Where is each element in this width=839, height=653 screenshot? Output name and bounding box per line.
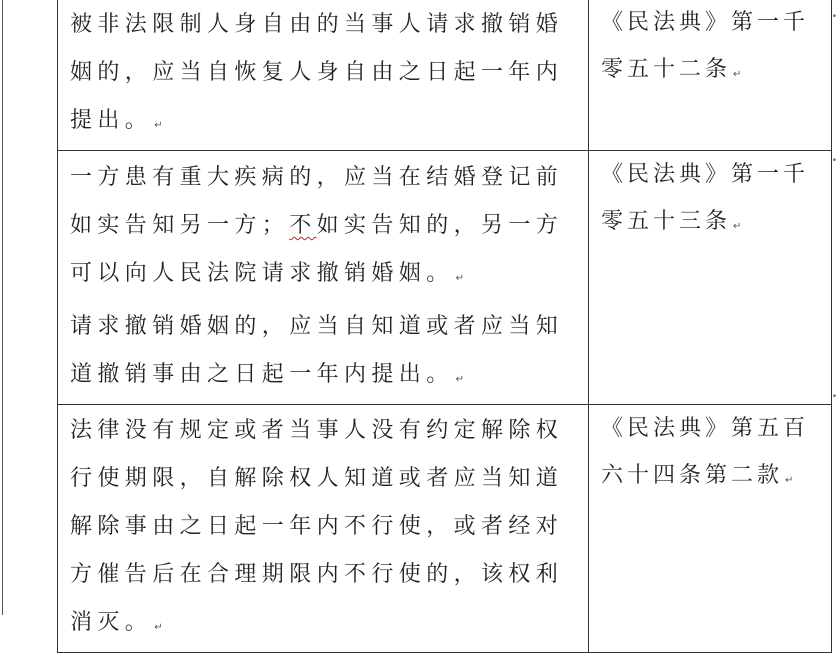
paragraph-mark-icon: ↵ <box>785 475 794 486</box>
table-row <box>58 0 832 151</box>
source-text: 《民法典》第一千零五十三条 <box>601 162 810 234</box>
paragraph-mark-icon: ↵ <box>154 120 163 131</box>
paragraph-mark-icon: ↵ <box>154 622 163 633</box>
paragraph-mark-icon: ↵ <box>733 221 742 232</box>
page-margin-line <box>2 0 3 615</box>
source-text: 《民法典》第一千零五十二条 <box>601 10 810 82</box>
table-row <box>58 405 832 653</box>
end-of-row-mark-icon: • <box>831 156 837 166</box>
source-cell[interactable] <box>589 151 832 405</box>
cell-text: 被非法限制人身自由的当事人请求撤销婚姻的，应当自恢复人身自由之日起一年内提出。 <box>70 12 564 133</box>
spellcheck-underlined-text: 不 <box>289 213 317 238</box>
cell-text: 一方患有重大疾病的，应当在结婚登记前如实告知另一方； <box>70 165 564 238</box>
source-cell[interactable] <box>589 405 832 653</box>
end-of-row-mark-icon: • <box>831 12 837 22</box>
content-cell[interactable] <box>58 405 589 653</box>
paragraph-mark-icon: ↵ <box>733 69 742 80</box>
table-row <box>58 151 832 405</box>
paragraph-mark-icon: ↵ <box>455 273 464 284</box>
cell-text: 法律没有规定或者当事人没有约定解除权行使期限，自解除权人知道或者应当知道解除事由之日起一年内不行使，或者经对方催告后在合理期限内不行使的，该权利消灭。 <box>70 418 564 635</box>
source-cell[interactable] <box>589 0 832 151</box>
content-cell[interactable] <box>58 151 589 405</box>
source-text: 《民法典》第五百六十四条第二款 <box>601 416 810 488</box>
content-cell[interactable] <box>58 0 589 151</box>
law-table <box>57 0 832 653</box>
cell-text: 请求撤销婚姻的，应当自知道或者应当知道撤销事由之日起一年内提出。 <box>70 314 564 387</box>
end-of-row-mark-icon: • <box>831 392 837 402</box>
cell-text: 如实告知的，另一方可以向人民法院请求撤销婚姻。 <box>70 213 564 286</box>
paragraph-mark-icon: ↵ <box>455 374 464 385</box>
